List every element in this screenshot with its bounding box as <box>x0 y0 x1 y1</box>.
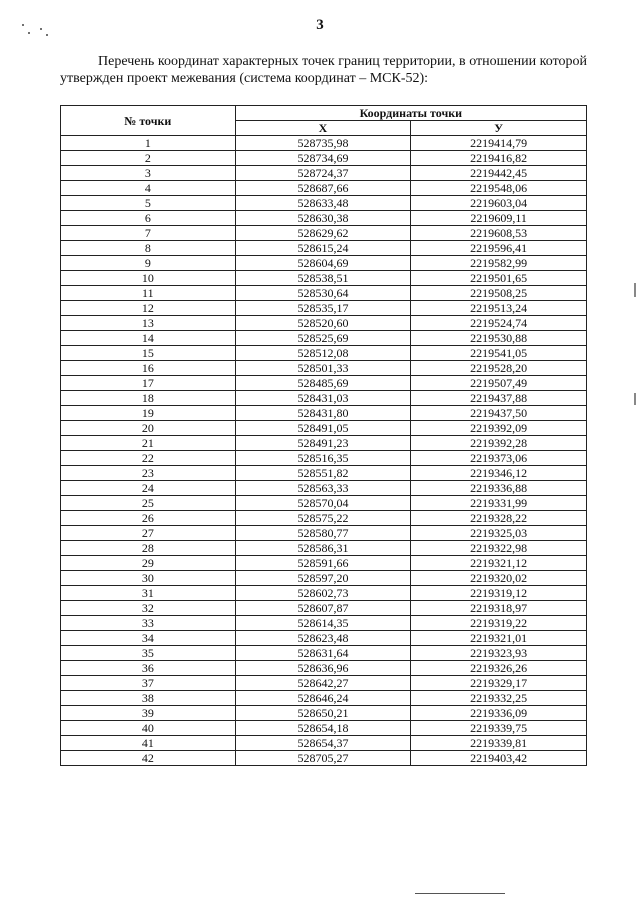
table-row <box>61 271 587 286</box>
page-number: 3 <box>316 17 324 33</box>
y-coordinate-cell: 2219528,20 <box>411 361 587 376</box>
point-number-cell: 10 <box>61 271 236 286</box>
point-number-cell: 1 <box>61 136 236 151</box>
y-coordinate-cell: 2219336,88 <box>411 481 587 496</box>
table-row <box>61 256 587 271</box>
edge-artifact <box>634 393 636 405</box>
x-coordinate-cell: 528580,77 <box>235 526 411 541</box>
table-row <box>61 151 587 166</box>
header-y: У <box>411 121 587 136</box>
y-coordinate-cell: 2219507,49 <box>411 376 587 391</box>
x-coordinate-cell: 528525,69 <box>235 331 411 346</box>
x-coordinate-cell: 528520,60 <box>235 316 411 331</box>
table-row <box>61 196 587 211</box>
x-coordinate-cell: 528591,66 <box>235 556 411 571</box>
point-number-cell: 2 <box>61 151 236 166</box>
header-coordinates: Координаты точки <box>235 106 586 121</box>
table-row <box>61 376 587 391</box>
table-row <box>61 706 587 721</box>
point-number-cell: 4 <box>61 181 236 196</box>
table-row <box>61 571 587 586</box>
y-coordinate-cell: 2219392,09 <box>411 421 587 436</box>
x-coordinate-cell: 528687,66 <box>235 181 411 196</box>
point-number-cell: 28 <box>61 541 236 556</box>
point-number-cell: 5 <box>61 196 236 211</box>
y-coordinate-cell: 2219336,09 <box>411 706 587 721</box>
point-number-cell: 32 <box>61 601 236 616</box>
point-number-cell: 26 <box>61 511 236 526</box>
point-number-cell: 18 <box>61 391 236 406</box>
x-coordinate-cell: 528724,37 <box>235 166 411 181</box>
x-coordinate-cell: 528602,73 <box>235 586 411 601</box>
point-number-cell: 34 <box>61 631 236 646</box>
table-row <box>61 331 587 346</box>
point-number-cell: 6 <box>61 211 236 226</box>
y-coordinate-cell: 2219608,53 <box>411 226 587 241</box>
x-coordinate-cell: 528491,23 <box>235 436 411 451</box>
x-coordinate-cell: 528734,69 <box>235 151 411 166</box>
x-coordinate-cell: 528646,24 <box>235 691 411 706</box>
y-coordinate-cell: 2219318,97 <box>411 601 587 616</box>
x-coordinate-cell: 528551,82 <box>235 466 411 481</box>
point-number-cell: 37 <box>61 676 236 691</box>
y-coordinate-cell: 2219548,06 <box>411 181 587 196</box>
point-number-cell: 25 <box>61 496 236 511</box>
x-coordinate-cell: 528501,33 <box>235 361 411 376</box>
x-coordinate-cell: 528431,03 <box>235 391 411 406</box>
x-coordinate-cell: 528512,08 <box>235 346 411 361</box>
x-coordinate-cell: 528642,27 <box>235 676 411 691</box>
table-row <box>61 586 587 601</box>
y-coordinate-cell: 2219332,25 <box>411 691 587 706</box>
x-coordinate-cell: 528615,24 <box>235 241 411 256</box>
y-coordinate-cell: 2219603,04 <box>411 196 587 211</box>
y-coordinate-cell: 2219582,99 <box>411 256 587 271</box>
table-row <box>61 481 587 496</box>
y-coordinate-cell: 2219346,12 <box>411 466 587 481</box>
point-number-cell: 8 <box>61 241 236 256</box>
point-number-cell: 9 <box>61 256 236 271</box>
x-coordinate-cell: 528530,64 <box>235 286 411 301</box>
x-coordinate-cell: 528614,35 <box>235 616 411 631</box>
x-coordinate-cell: 528535,17 <box>235 301 411 316</box>
x-coordinate-cell: 528636,96 <box>235 661 411 676</box>
x-coordinate-cell: 528705,27 <box>235 751 411 766</box>
x-coordinate-cell: 528604,69 <box>235 256 411 271</box>
edge-artifact <box>634 283 636 297</box>
table-row <box>61 616 587 631</box>
y-coordinate-cell: 2219392,28 <box>411 436 587 451</box>
table-row <box>61 346 587 361</box>
point-number-cell: 22 <box>61 451 236 466</box>
table-row <box>61 496 587 511</box>
y-coordinate-cell: 2219323,93 <box>411 646 587 661</box>
y-coordinate-cell: 2219319,22 <box>411 616 587 631</box>
point-number-cell: 23 <box>61 466 236 481</box>
table-row <box>61 721 587 736</box>
point-number-cell: 7 <box>61 226 236 241</box>
point-number-cell: 17 <box>61 376 236 391</box>
table-row <box>61 316 587 331</box>
y-coordinate-cell: 2219339,75 <box>411 721 587 736</box>
table-row <box>61 361 587 376</box>
x-coordinate-cell: 528654,37 <box>235 736 411 751</box>
point-number-cell: 21 <box>61 436 236 451</box>
y-coordinate-cell: 2219437,50 <box>411 406 587 421</box>
x-coordinate-cell: 528623,48 <box>235 631 411 646</box>
table-row <box>61 226 587 241</box>
y-coordinate-cell: 2219329,17 <box>411 676 587 691</box>
point-number-cell: 41 <box>61 736 236 751</box>
table-row <box>61 526 587 541</box>
table-header <box>61 106 587 136</box>
y-coordinate-cell: 2219321,12 <box>411 556 587 571</box>
table-body <box>61 136 587 766</box>
y-coordinate-cell: 2219414,79 <box>411 136 587 151</box>
point-number-cell: 15 <box>61 346 236 361</box>
x-coordinate-cell: 528485,69 <box>235 376 411 391</box>
table-row <box>61 751 587 766</box>
header-point-number: № точки <box>61 106 236 136</box>
x-coordinate-cell: 528630,38 <box>235 211 411 226</box>
table-row <box>61 166 587 181</box>
table-row <box>61 466 587 481</box>
x-coordinate-cell: 528631,64 <box>235 646 411 661</box>
y-coordinate-cell: 2219501,65 <box>411 271 587 286</box>
point-number-cell: 42 <box>61 751 236 766</box>
y-coordinate-cell: 2219373,06 <box>411 451 587 466</box>
y-coordinate-cell: 2219609,11 <box>411 211 587 226</box>
y-coordinate-cell: 2219339,81 <box>411 736 587 751</box>
table-row <box>61 436 587 451</box>
point-number-cell: 14 <box>61 331 236 346</box>
y-coordinate-cell: 2219319,12 <box>411 586 587 601</box>
table-row <box>61 136 587 151</box>
y-coordinate-cell: 2219325,03 <box>411 526 587 541</box>
x-coordinate-cell: 528629,62 <box>235 226 411 241</box>
table-row <box>61 181 587 196</box>
y-coordinate-cell: 2219321,01 <box>411 631 587 646</box>
table-row <box>61 391 587 406</box>
y-coordinate-cell: 2219524,74 <box>411 316 587 331</box>
table-row <box>61 451 587 466</box>
point-number-cell: 20 <box>61 421 236 436</box>
y-coordinate-cell: 2219328,22 <box>411 511 587 526</box>
x-coordinate-cell: 528633,48 <box>235 196 411 211</box>
x-coordinate-cell: 528586,31 <box>235 541 411 556</box>
table-row <box>61 736 587 751</box>
point-number-cell: 19 <box>61 406 236 421</box>
table-row <box>61 421 587 436</box>
x-coordinate-cell: 528538,51 <box>235 271 411 286</box>
header-x: X <box>235 121 411 136</box>
y-coordinate-cell: 2219326,26 <box>411 661 587 676</box>
point-number-cell: 13 <box>61 316 236 331</box>
point-number-cell: 30 <box>61 571 236 586</box>
point-number-cell: 33 <box>61 616 236 631</box>
y-coordinate-cell: 2219596,41 <box>411 241 587 256</box>
point-number-cell: 11 <box>61 286 236 301</box>
y-coordinate-cell: 2219320,02 <box>411 571 587 586</box>
point-number-cell: 31 <box>61 586 236 601</box>
y-coordinate-cell: 2219508,25 <box>411 286 587 301</box>
table-row <box>61 661 587 676</box>
y-coordinate-cell: 2219442,45 <box>411 166 587 181</box>
y-coordinate-cell: 2219513,24 <box>411 301 587 316</box>
x-coordinate-cell: 528597,20 <box>235 571 411 586</box>
x-coordinate-cell: 528491,05 <box>235 421 411 436</box>
point-number-cell: 39 <box>61 706 236 721</box>
y-coordinate-cell: 2219530,88 <box>411 331 587 346</box>
table-row <box>61 301 587 316</box>
table-row <box>61 556 587 571</box>
y-coordinate-cell: 2219403,42 <box>411 751 587 766</box>
table-row <box>61 211 587 226</box>
bottom-rule <box>415 893 505 894</box>
x-coordinate-cell: 528607,87 <box>235 601 411 616</box>
point-number-cell: 35 <box>61 646 236 661</box>
point-number-cell: 29 <box>61 556 236 571</box>
coordinates-table <box>60 105 587 766</box>
table-row <box>61 406 587 421</box>
table-row <box>61 511 587 526</box>
y-coordinate-cell: 2219322,98 <box>411 541 587 556</box>
x-coordinate-cell: 528654,18 <box>235 721 411 736</box>
table-row <box>61 631 587 646</box>
table-row <box>61 676 587 691</box>
table-row <box>61 541 587 556</box>
point-number-cell: 36 <box>61 661 236 676</box>
table-row <box>61 601 587 616</box>
x-coordinate-cell: 528570,04 <box>235 496 411 511</box>
x-coordinate-cell: 528431,80 <box>235 406 411 421</box>
point-number-cell: 3 <box>61 166 236 181</box>
table-row <box>61 286 587 301</box>
x-coordinate-cell: 528563,33 <box>235 481 411 496</box>
table-row <box>61 691 587 706</box>
y-coordinate-cell: 2219416,82 <box>411 151 587 166</box>
x-coordinate-cell: 528650,21 <box>235 706 411 721</box>
point-number-cell: 16 <box>61 361 236 376</box>
point-number-cell: 40 <box>61 721 236 736</box>
y-coordinate-cell: 2219541,05 <box>411 346 587 361</box>
y-coordinate-cell: 2219331,99 <box>411 496 587 511</box>
table-row <box>61 646 587 661</box>
x-coordinate-cell: 528516,35 <box>235 451 411 466</box>
y-coordinate-cell: 2219437,88 <box>411 391 587 406</box>
intro-paragraph: Перечень координат характерных точек границ территории, в отношении которой утвержден проект межевания (система координат – МСК-52): <box>60 54 587 86</box>
point-number-cell: 12 <box>61 301 236 316</box>
point-number-cell: 24 <box>61 481 236 496</box>
point-number-cell: 38 <box>61 691 236 706</box>
x-coordinate-cell: 528575,22 <box>235 511 411 526</box>
point-number-cell: 27 <box>61 526 236 541</box>
x-coordinate-cell: 528735,98 <box>235 136 411 151</box>
table-row <box>61 241 587 256</box>
